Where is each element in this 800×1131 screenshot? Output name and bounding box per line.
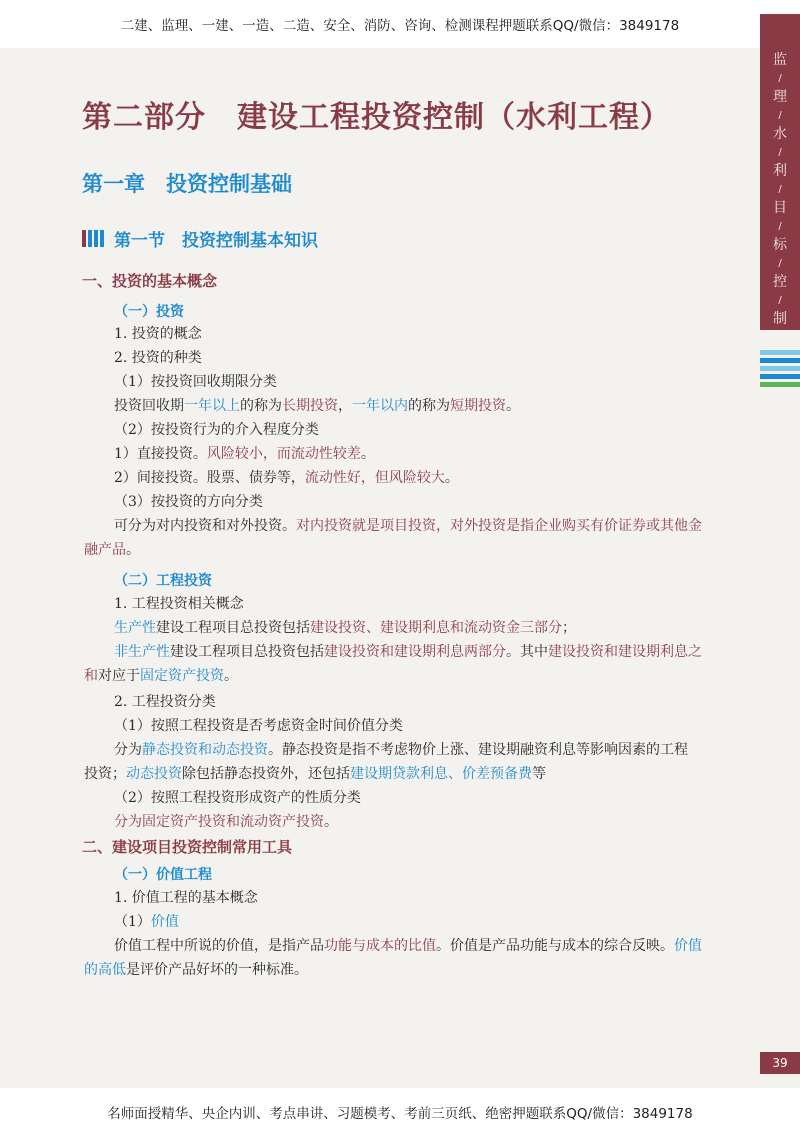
- side-tab-separator: /: [778, 258, 782, 269]
- para-indirect: 2）间接投资。股票、债券等，流动性好，但风险较大。: [114, 470, 459, 486]
- heading-one: 一、投资的基本概念: [82, 272, 218, 290]
- line-concept: 1. 投资的概念: [114, 326, 202, 342]
- side-tab-separator: /: [778, 221, 782, 232]
- chapter-title: 第一章 投资控制基础: [82, 172, 292, 196]
- para-value-1: 价值工程中所说的价值，是指产品功能与成本的比值。价值是产品功能与成本的综合反映。价值: [114, 938, 702, 954]
- side-tab-separator: /: [778, 73, 782, 84]
- para-static-1: 分为静态投资和动态投资。静态投资是指不考虑物价上涨、建设期融资利息等影响因素的工程: [114, 742, 688, 758]
- para-direct: 1）直接投资。风险较小，而流动性较差。: [114, 446, 375, 462]
- section-heading: [82, 226, 318, 251]
- section-title: 第一节 投资控制基本知识: [114, 231, 318, 251]
- side-tab-char: 控: [773, 274, 787, 290]
- para-value-2: 的高低是评价产品好坏的一种标准。: [84, 962, 308, 978]
- side-stripe: [760, 350, 800, 355]
- side-tab-chapter-label: [760, 14, 800, 330]
- line-value-concept: 1. 价值工程的基本概念: [114, 890, 258, 906]
- side-tab-separator: /: [778, 147, 782, 158]
- line-by-period: （1）按投资回收期限分类: [114, 374, 277, 390]
- side-stripe: [760, 358, 800, 363]
- side-tab-separator: /: [778, 295, 782, 306]
- line-by-involvement: （2）按投资行为的介入程度分类: [114, 422, 319, 438]
- para-nonproductive-1: 非生产性建设工程项目总投资包括建设投资和建设期利息两部分。其中建设投资和建设期利息之: [114, 644, 702, 660]
- part-title: 第二部分 建设工程投资控制（水利工程）: [82, 100, 671, 135]
- line-types: 2. 投资的种类: [114, 350, 202, 366]
- section-bars-icon: [82, 230, 106, 247]
- heading-two: 二、建设项目投资控制常用工具: [82, 838, 293, 856]
- para-direction-2: 融产品。: [84, 542, 140, 558]
- top-contact-banner: 二建、监理、一建、一造、二造、安全、消防、咨询、检测课程押题联系QQ/微信：3849178: [120, 18, 680, 34]
- para-asset: 分为固定资产投资和流动资产投资。: [114, 814, 338, 830]
- side-stripe: [760, 374, 800, 379]
- side-tab-char: 水: [773, 126, 787, 142]
- subheading-investment: （一）投资: [114, 304, 184, 320]
- side-stripe: [760, 366, 800, 371]
- line-value: （1）价值: [114, 914, 179, 930]
- para-nonproductive-2: 和对应于固定资产投资。: [84, 668, 238, 684]
- side-tab-char: 利: [773, 163, 787, 179]
- side-tab-separator: /: [778, 184, 782, 195]
- side-tab-char: 制: [773, 311, 787, 327]
- line-eng-concept: 1. 工程投资相关概念: [114, 596, 244, 612]
- side-tab-char: 标: [773, 237, 787, 253]
- para-direction-1: 可分为对内投资和对外投资。对内投资就是项目投资，对外投资是指企业购买有价证券或其他金: [114, 518, 702, 534]
- para-static-2: 投资；动态投资除包括静态投资外，还包括建设期贷款利息、价差预备费等: [84, 766, 546, 782]
- line-by-direction: （3）按投资的方向分类: [114, 494, 263, 510]
- side-tab-char: 目: [773, 200, 787, 216]
- page-number: 39: [760, 1052, 800, 1074]
- para-period: 投资回收期一年以上的称为长期投资，一年以内的称为短期投资。: [114, 398, 520, 414]
- subheading-engineering: （二）工程投资: [114, 573, 212, 589]
- bottom-contact-banner: 名师面授精华、央企内训、考点串讲、习题模考、考前三页纸、绝密押题联系QQ/微信：3849178: [107, 1106, 693, 1122]
- side-stripe: [760, 382, 800, 387]
- line-by-time-value: （1）按照工程投资是否考虑资金时间价值分类: [114, 718, 403, 734]
- subheading-value-engineering: （一）价值工程: [114, 867, 212, 883]
- side-tab-char: 监: [773, 52, 787, 68]
- line-by-asset: （2）按照工程投资形成资产的性质分类: [114, 790, 361, 806]
- line-eng-types: 2. 工程投资分类: [114, 694, 216, 710]
- side-tab-separator: /: [778, 110, 782, 121]
- side-tab-char: 理: [773, 89, 787, 105]
- para-productive: 生产性建设工程项目总投资包括建设投资、建设期利息和流动资金三部分；: [114, 620, 576, 636]
